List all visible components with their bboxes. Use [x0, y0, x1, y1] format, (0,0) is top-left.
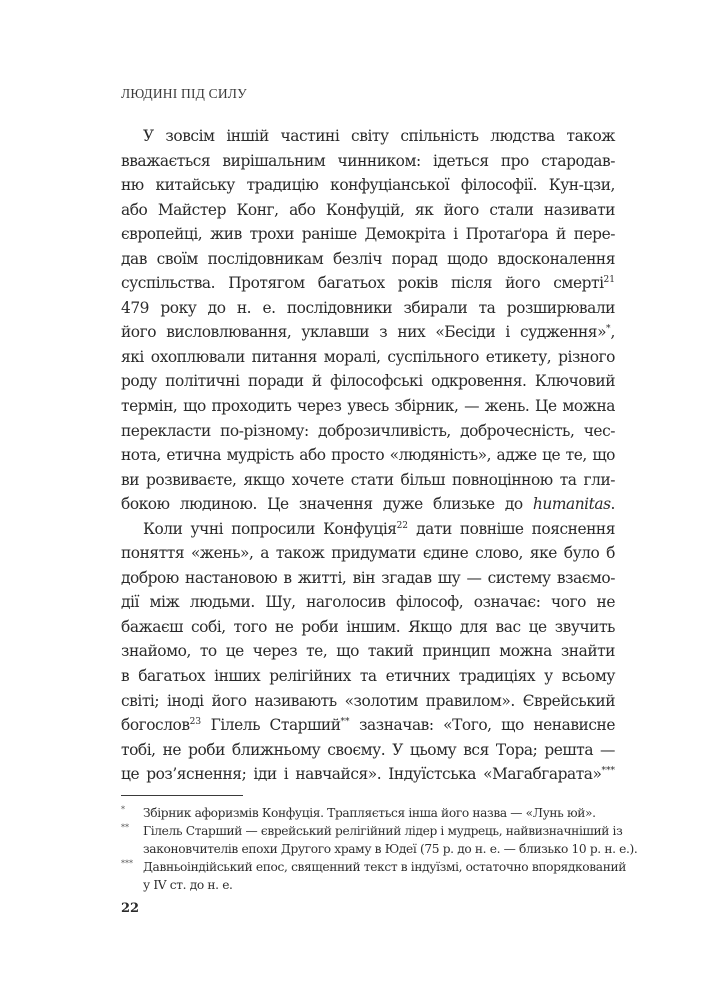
footnote-text: Збірник афоризмів Конфуція. Трапляється інша його назва — «Лунь юй». — [143, 806, 596, 820]
text-line — [121, 124, 615, 149]
text-span: вважається вирішальним чинником: ідеться про стародав- — [121, 151, 615, 170]
footnote-ref-2[interactable]: ** — [340, 717, 350, 728]
text-line — [121, 443, 615, 468]
text-line — [121, 271, 615, 296]
text-span: дав своїм послідовникам безліч порад щодо вдосконалення — [121, 249, 615, 268]
text-span: зазначав: «Того, що ненависне — [359, 716, 615, 735]
footnote-separator — [121, 795, 243, 796]
text-line — [121, 222, 615, 247]
text-span: Гілель Старший — [210, 716, 341, 735]
text-span: які охоплювали питання моралі, суспільного етикету, різного — [121, 347, 615, 366]
running-head: ЛЮДИНІ ПІД СИЛУ — [121, 86, 247, 101]
text-span: знайомо, то це через те, що такий принцип можна знайти — [121, 642, 615, 661]
text-span: У зовсім іншій частині світу спільність людства також — [143, 127, 615, 145]
text-span: . — [610, 495, 615, 514]
footnote-ref-3[interactable]: *** — [601, 766, 615, 777]
endnote-ref-22[interactable]: 22 — [396, 520, 409, 531]
text-span: це роз’яснення; іди і навчайся». Індуїстська «Магабгарата» — [121, 765, 602, 784]
text-line — [121, 149, 615, 174]
text-span: ви розвиваєте, якщо хочете стати більш повноцінною та гли- — [121, 470, 615, 489]
footnote-text: Гілель Старший — єврейський релігійний лідер і мудрець, найвизначніший із — [143, 824, 623, 838]
text-span: , — [610, 323, 615, 342]
endnote-ref-23[interactable]: 23 — [189, 717, 202, 728]
text-span: богослов — [121, 716, 190, 735]
text-span: роду політичні поради й філософські одкровення. Ключовий — [121, 372, 615, 391]
text-span: тобі, не роби ближньому своєму. У цьому вся Тора; решта — — [121, 740, 615, 759]
text-span: дати повніше пояснення — [416, 519, 615, 538]
text-span: бажаєш собі, того не роби іншим. Якщо для вас це звучить — [121, 617, 615, 636]
text-span: його висловлювання, уклавши з них «Бесіди і судження» — [121, 323, 607, 342]
endnote-ref-21[interactable]: 21 — [603, 275, 615, 286]
footnote-mark: * — [121, 805, 125, 814]
text-line — [121, 713, 615, 738]
text-line — [121, 320, 615, 345]
footnote-2 — [121, 822, 638, 858]
footnote-1 — [121, 804, 615, 822]
footnotes — [121, 804, 638, 894]
text-line — [121, 517, 615, 542]
footnote-3 — [121, 858, 627, 894]
text-line — [121, 296, 615, 321]
text-span: Коли учні попросили Конфуція — [143, 519, 397, 538]
text-span: поняття «жень», а також придумати єдине слово, яке було б — [121, 544, 615, 563]
text-line — [121, 247, 615, 272]
text-line — [121, 492, 615, 517]
text-line — [121, 615, 615, 640]
body-text — [121, 124, 615, 787]
text-span: світі; іноді його називають «золотим правилом». Єврейський — [121, 691, 615, 710]
footnote-text: Давньоіндійський епос, священний текст в індуїзмі, остаточно впорядкований — [143, 860, 627, 874]
text-span: нота, етична мудрість або просто «людяність», адже це те, що — [121, 446, 615, 465]
text-line — [121, 394, 615, 419]
text-line — [121, 419, 615, 444]
text-line — [121, 345, 615, 370]
text-span: або Майстер Конг, або Конфуцій, як його стали називати — [121, 200, 615, 219]
text-line — [121, 762, 615, 787]
text-line — [121, 689, 615, 714]
text-span: термін, що проходить через увесь збірник, — жень. Це можна — [121, 397, 615, 416]
text-line — [121, 468, 615, 493]
text-span: суспільства. Протягом багатьох років після його смерті — [121, 274, 604, 293]
italic-term: humanitas — [532, 495, 611, 514]
text-span: 479 року до н. е. послідовники збирали та розширювали — [121, 298, 615, 317]
footnote-text: у IV ст. до н. е. — [143, 878, 233, 892]
footnote-mark: ** — [121, 823, 129, 832]
text-line — [121, 639, 615, 664]
text-span: дії між людьми. Шу, наголосив філософ, означає: чого не — [121, 593, 615, 612]
text-span: в багатьох інших релігійних та етичних традиціях у всьому — [121, 667, 615, 686]
footnote-mark: *** — [121, 859, 133, 868]
text-line — [121, 738, 615, 763]
text-span: доброю настановою в житті, він згадав шу — систему взаємо- — [121, 568, 615, 587]
text-line — [121, 541, 615, 566]
text-span: бокою людиною. Це значення дуже близьке до — [121, 495, 523, 514]
text-span: перекласти по-різному: доброзичливість, доброчесність, чес- — [121, 421, 615, 440]
text-span: ню китайську традицію конфуціанської філософії. Кун-цзи, — [121, 176, 615, 195]
page-number: 22 — [121, 901, 140, 916]
text-line — [121, 566, 615, 591]
footnote-ref-1[interactable]: * — [606, 324, 611, 335]
text-line — [121, 590, 615, 615]
text-line — [121, 369, 615, 394]
text-line — [121, 664, 615, 689]
text-line — [121, 198, 615, 223]
footnote-text: законовчителів епохи Другого храму в Юдеї (75 р. до н. е. — близько 10 р. н. е.). — [143, 842, 638, 856]
text-span: європейці, жив трохи раніше Демокріта і Протаґора й пере- — [121, 225, 615, 244]
text-line — [121, 173, 615, 198]
